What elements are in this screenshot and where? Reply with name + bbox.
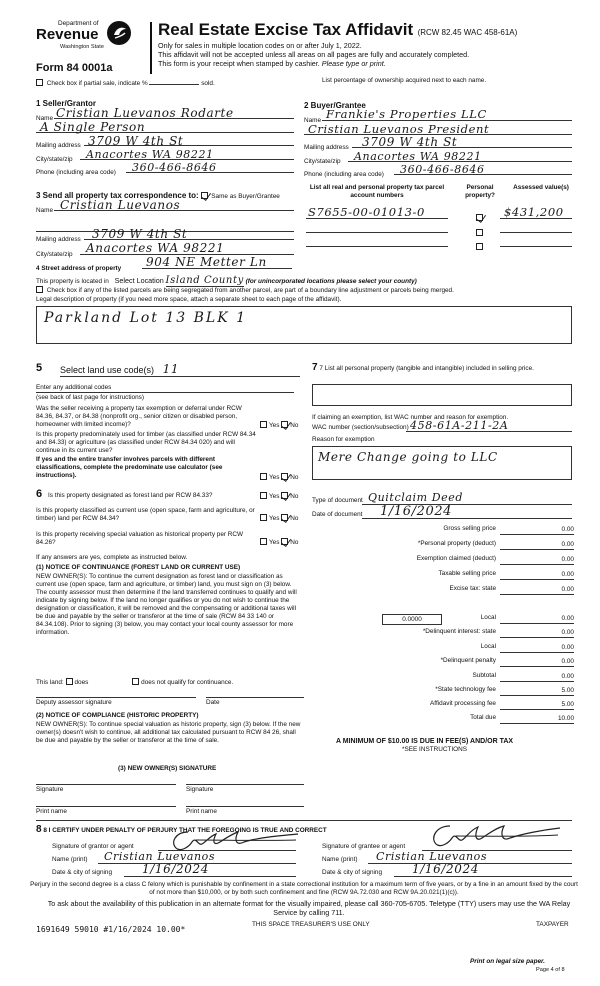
buyer-title: 2 Buyer/Grantee (304, 101, 366, 110)
delinq-state-value[interactable]: 0.00 (500, 628, 574, 638)
deputy-date-label: Date (206, 699, 220, 706)
seller-mail[interactable]: 3709 W 4th St (88, 134, 184, 148)
buyer-mail-label: Mailing address (304, 144, 349, 151)
sec6-q3-yes-label: Yes (269, 539, 280, 546)
local-label: Local (480, 614, 496, 621)
sec6-q1-answer (260, 492, 298, 501)
exemption-label: Exemption claimed (deduct) (416, 555, 496, 562)
land-use-label: Select land use code(s) (60, 365, 155, 375)
buyer-mail[interactable]: 3709 W 4th St (362, 135, 458, 149)
location-select-label[interactable]: Select Location (114, 276, 164, 285)
total-row-local2 (372, 643, 574, 653)
sec6-q3-yes-checkbox[interactable] (260, 538, 267, 545)
sec5-q2-no-label: No (290, 474, 299, 481)
taxable-value[interactable]: 0.00 (500, 570, 574, 580)
sec6-q1-no-checkbox[interactable] (281, 492, 288, 499)
local2-label: Local (480, 643, 496, 650)
if-any-yes: If any answers are yes, complete as instructed below. (36, 554, 188, 561)
segregation-row (36, 286, 454, 295)
subtotal-label: Subtotal (472, 672, 496, 679)
notice-3 (158, 59, 386, 68)
personal-label: *Personal property (deduct) (417, 540, 496, 547)
treasurer-label: THIS SPACE TREASURER'S USE ONLY (252, 921, 370, 928)
sec6-q1-no-label: No (290, 493, 299, 500)
segregation-checkbox[interactable] (36, 286, 43, 293)
sec5-q1: Was the seller receiving a property tax exemption or deferral under RCW 84.36, 84.37, or 84.38 (nonprofit org., senior citizen or disabled person, homeowner with limited income)? (36, 405, 242, 428)
sec6-q3-no-label: No (290, 539, 299, 546)
buyer-name2[interactable]: Cristian Luevanos President (308, 122, 490, 136)
partial-pct-field[interactable] (149, 79, 199, 85)
grantee-date-label: Date & city of signing (322, 869, 383, 876)
corr-mail[interactable]: 3709 W 4th St (92, 227, 188, 241)
sec6-q2-no-label: No (290, 515, 299, 522)
processing-label: Affidavit processing fee (430, 700, 496, 707)
total-row-subtotal (372, 672, 574, 682)
same-as-buyer-label: Same as Buyer/Grantee (211, 193, 280, 200)
sec6-q2: Is this property classified as current use (open space, farm and agriculture, or timber) land per RCW 84.34? (36, 507, 255, 522)
penalty-label: *Delinquent penalty (440, 657, 496, 664)
seller-city[interactable]: Anacortes WA 98221 (86, 148, 214, 161)
dor-logo (36, 20, 146, 54)
notice-3b: Please type or print. (321, 59, 386, 68)
location-note: (for unincorporated locations please select your county) (245, 278, 417, 285)
owner-signature-label-1: Signature (36, 786, 64, 793)
certify-title: 8 8 I CERTIFY UNDER PENALTY OF PERJURY THAT THE FOREGOING IS TRUE AND CORRECT (36, 824, 327, 835)
total-row-personal (372, 540, 574, 550)
sec5-number: 5 (36, 362, 43, 374)
print-legal-note (470, 958, 545, 966)
seller-mail-label: Mailing address (36, 142, 81, 149)
sec6-q1-yes-label: Yes (269, 493, 280, 500)
total-row-tech (372, 686, 574, 696)
legal-description[interactable]: Parkland Lot 13 BLK 1 (44, 310, 248, 326)
perjury-notice (30, 881, 578, 897)
sec5-q1-no-label: No (290, 422, 299, 429)
local2-value[interactable]: 0.00 (500, 643, 574, 653)
same-as-buyer-checkbox[interactable] (201, 192, 208, 199)
subtotal-value[interactable]: 0.00 (500, 672, 574, 682)
notice1-title: (1) NOTICE OF CONTINUANCE (FOREST LAND OR CURRENT USE) (36, 564, 241, 571)
street-label: 4 Street address of property (36, 265, 122, 272)
seller-phone-label: Phone (including area code) (36, 169, 116, 176)
sec7-title: 7 7 List all personal property (tangible and intangible) included in selling price. (312, 362, 534, 373)
sec6-q1: Is this property designated as forest land per RCW 84.33? (48, 492, 213, 499)
reason-text[interactable]: Mere Change going to LLC (318, 450, 498, 464)
sec5-q2-answer (260, 473, 298, 482)
sec5-q2-yes-label: Yes (269, 474, 280, 481)
notice2-title: (2) NOTICE OF COMPLIANCE (HISTORIC PROPERTY) (36, 712, 199, 719)
seller-title: 1 Seller/Grantor (36, 99, 97, 108)
form-number: Form 84 0001a (36, 62, 113, 74)
partial-sale-checkbox[interactable] (36, 79, 43, 86)
grantee-signature[interactable] (426, 822, 566, 852)
sec6-q2-no-checkbox[interactable] (281, 514, 288, 521)
sec5-q1-answer (260, 421, 298, 430)
buyer-phone[interactable]: 360-466-8646 (400, 163, 485, 176)
grantor-date-label: Date & city of signing (52, 869, 113, 876)
seller-name2[interactable]: A Single Person (40, 120, 146, 134)
doctype-value[interactable]: Quitclaim Deed (368, 491, 464, 504)
personal-property-checkbox-3[interactable] (476, 243, 483, 250)
grantor-name-label: Name (print) (52, 856, 88, 863)
header-divider (150, 22, 152, 74)
buyer-name[interactable]: Frankie's Properties LLC (326, 107, 487, 121)
delinq-state-label: *Delinquent interest: state (422, 628, 496, 635)
personal-property-checkbox-1[interactable] (476, 214, 483, 221)
total-value[interactable]: 10.00 (500, 714, 574, 724)
sec6-q1-yes-checkbox[interactable] (260, 492, 267, 499)
personal-property-checkbox-2[interactable] (476, 229, 483, 236)
additional-codes-label: Enter any additional codes (36, 384, 112, 391)
corr-city[interactable]: Anacortes WA 98221 (86, 241, 225, 255)
notice-3a: This form is your receipt when stamped by cashier. (158, 59, 320, 68)
sec6-q2-yes-label: Yes (269, 515, 280, 522)
grantee-sig-label: Signature of grantee or agent (322, 843, 406, 850)
excise-value[interactable]: 0.00 (500, 585, 574, 595)
notice-1: Only for sales in multiple location codes on or after July 1, 2022. (158, 41, 362, 50)
location-label: This property is located in (36, 278, 109, 285)
excise-label: Excise tax: state (449, 585, 496, 592)
parcel-header-1: List all real and personal property tax parcel account numbers (309, 184, 445, 199)
total-row-penalty (372, 657, 574, 667)
docdate-value[interactable]: 1/16/2024 (380, 504, 453, 519)
perjury-text: Perjury in the second degree is a class C felony which is punishable by confinement in a state correctional institution for a maximum term of five years, or by a fine in an amount fixed by the court of not more than $10,000, or by both such confinement and fine (RCW 9A.72.030 and RCW 9A.20.021(1)(c)). (30, 881, 578, 896)
does-not-label: does not qualify for continuance. (141, 679, 234, 686)
corr-name-label: Name (36, 207, 54, 214)
notice3-title: (3) NEW OWNER(S) SIGNATURE (118, 765, 217, 772)
sec5-q2b: If yes and the entire transfer involves parcels with different classifications, complete the predominate use calculator (see instructions). (36, 456, 223, 479)
sec5-q1-yes-label: Yes (269, 422, 280, 429)
gross-value[interactable]: 0.00 (500, 525, 574, 535)
reason-label: Reason for exemption (312, 436, 375, 443)
sec5-q2-yes-checkbox[interactable] (260, 473, 267, 480)
partial-sale-label: Check box if partial sale, indicate % (46, 80, 148, 87)
buyer-name-label: Name (304, 117, 322, 124)
buyer-city[interactable]: Anacortes WA 98221 (354, 150, 482, 163)
total-row-exemption (372, 555, 574, 565)
this-land-row (36, 678, 233, 687)
sec5-q2: Is this property predominately used for timber (as classified under RCW 84.34 and 84.33) or agriculture (as classified under RCW 84.34 020) and will continue in its current use? (36, 431, 256, 454)
total-row-gross (372, 525, 574, 535)
see-instructions: *SEE INSTRUCTIONS (402, 746, 467, 753)
dept-line1: Department of (58, 20, 99, 27)
land-use-select[interactable] (60, 362, 300, 377)
total-row-total (372, 714, 574, 724)
total-row-processing (372, 700, 574, 710)
this-land-label: This land: (36, 679, 64, 686)
alt-format-notice: To ask about the availability of this publication in an alternate format for the visually impaired, please call 360-705-6705. Teletype (TTY) users may use the WA Relay Service by calling 711. (47, 899, 571, 917)
cashier-stamp: 1691649 59010 #1/16/2024 10.00* (36, 925, 186, 934)
sec6-q2-answer (260, 514, 298, 523)
street-address[interactable]: 904 NE Metter Ln (146, 255, 267, 269)
penalty-value[interactable]: 0.00 (500, 657, 574, 667)
rcw-ref: (RCW 82.45 WAC 458-61A) (417, 28, 518, 37)
segregation-label: Check box if any of the listed parcels are being segregated from another parcel, are part of a boundary line adjustment or parcels being merged. (46, 287, 454, 294)
owner-print-label-1: Print name (36, 808, 67, 815)
personal-property-box[interactable] (312, 384, 572, 406)
wac-label: WAC number (section/subsection) (312, 424, 409, 431)
local-value[interactable]: 0.00 (500, 614, 574, 624)
sec5-q2-no-checkbox[interactable] (281, 473, 288, 480)
sec5-q1-no-checkbox[interactable] (281, 421, 288, 428)
partial-sale-row (36, 79, 215, 88)
grantor-date[interactable]: 1/16/2024 (142, 862, 209, 876)
owner-print-label-2: Print name (186, 808, 217, 815)
page-number: Page 4 of 8 (536, 967, 565, 973)
notice2-text: NEW OWNER(S): To continue special valuation as historic property, sign (3) below. If the new owner(s) doesn't wish to continue, all additional tax calculated pursuant to RCW 84 26, shall be due and payable by the seller or transferor at the time of sale. (36, 721, 301, 744)
wa-logo-icon (106, 20, 132, 46)
parcel-header-3: Assessed value(s) (513, 184, 569, 191)
total-row-taxable (372, 570, 574, 580)
seller-city-label: City/state/zip (36, 156, 73, 163)
seller-phone[interactable]: 360-466-8646 (132, 161, 217, 174)
grantee-name[interactable]: Cristian Luevanos (376, 850, 488, 863)
print-legal-text: Print on legal size paper. (470, 958, 545, 965)
certify-text: 8 I CERTIFY UNDER PENALTY OF PERJURY THAT THE FOREGOING IS TRUE AND CORRECT (43, 827, 327, 834)
sec5-q1-yes-checkbox[interactable] (260, 421, 267, 428)
local-rate: 0.0000 (402, 616, 422, 623)
personal-value[interactable]: 0.00 (500, 540, 574, 550)
notice-2: This affidavit will not be accepted unless all areas on all pages are fully and accurately completed. (158, 50, 470, 59)
seller-name-label: Name (36, 115, 54, 122)
total-row-excise (372, 585, 574, 595)
sec6-number: 6 (36, 488, 43, 500)
form-title: Real Estate Excise Tax Affidavit (158, 20, 414, 39)
total-row-delinq-state (372, 628, 574, 638)
does-label: does (74, 679, 89, 686)
sec6-q2-yes-checkbox[interactable] (260, 514, 267, 521)
minimum-note: A MINIMUM OF $10.00 IS DUE IN FEE(S) AND/OR TAX (336, 738, 514, 745)
total-label: Total due (470, 714, 496, 721)
taxable-label: Taxable selling price (438, 570, 496, 577)
corr-city-label: City/state/zip (36, 251, 73, 258)
sec6-q3-no-checkbox[interactable] (281, 538, 288, 545)
grantee-name-label: Name (print) (322, 856, 358, 863)
state-label: Washington State (60, 44, 104, 50)
docdate-label: Date of document (312, 511, 363, 518)
buyer-phone-label: Phone (including area code) (304, 171, 384, 178)
does-qualify-checkbox[interactable] (66, 678, 73, 685)
location-value[interactable]: Island County (165, 275, 244, 286)
corr-name[interactable]: Cristian Luevanos (60, 198, 181, 212)
assessed-value[interactable]: $431,200 (504, 205, 564, 219)
location-row (36, 276, 417, 286)
corr-title: 3 Send all property tax correspondence to: (36, 191, 199, 200)
dept-line2: Revenue (36, 26, 99, 43)
tech-label: *State technology fee (435, 686, 496, 693)
sec6-q3: Is this property receiving special valuation as historical property per RCW 84.26? (36, 531, 244, 546)
parcel-header-2: Personal property? (465, 184, 495, 199)
exemption-note: If claiming an exemption, list WAC number and reason for exemption. (312, 414, 509, 421)
grantor-sig-label: Signature of grantor or agent (52, 843, 134, 850)
buyer-city-label: City/state/zip (304, 158, 341, 165)
seller-name[interactable]: Cristian Luevanos Rodarte (56, 106, 234, 120)
gross-label: Gross selling price (443, 525, 496, 532)
grantee-date[interactable]: 1/16/2024 (412, 862, 479, 876)
partial-sold-label: sold. (201, 80, 215, 87)
see-back-label: (see back of last page for instructions) (36, 394, 144, 401)
exemption-value[interactable]: 0.00 (500, 555, 574, 565)
grantor-name[interactable]: Cristian Luevanos (104, 850, 216, 863)
parcel-number[interactable]: S7655-00-01013-0 (308, 205, 425, 219)
land-use-code[interactable]: 11 (162, 362, 180, 376)
sec6-q3-answer (260, 538, 298, 547)
tech-value[interactable]: 5.00 (500, 686, 574, 696)
deputy-signature-label: Deputy assessor signature (36, 699, 112, 706)
taxpayer-label: TAXPAYER (536, 921, 569, 928)
sec7-title-text: 7 List all personal property (tangible and intangible) included in selling price. (319, 365, 534, 372)
title-row (158, 20, 517, 40)
notice1-text: NEW OWNER(S): To continue the current designation as forest land or classification as current use (open space, farm and agriculture, or timber) land, you must sign on (3) below. The county assessor must then determine if the land transferred continues to qualify and will indicate by signing below. If the land no longer qualifies or you do not wish to continue the designation or classification, it will be removed and the compensating or additional taxes will be due and payable by the seller or transferor at the time of sale (RCW 84 33 140 or 84.34.108). Prior to signing (3) below, you may contact your local county assessor for more information. (36, 573, 297, 636)
total-row-local (372, 614, 574, 624)
wac-number[interactable]: 458-61A-211-2A (410, 419, 509, 432)
doctype-label: Type of document (312, 497, 363, 504)
corr-mail-label: Mailing address (36, 236, 81, 243)
processing-value[interactable]: 5.00 (500, 700, 574, 710)
does-not-qualify-checkbox[interactable] (132, 678, 139, 685)
owner-signature-label-2: Signature (186, 786, 214, 793)
legal-label: Legal description of property (if you need more space, attach a separate sheet to each page of the affidavit). (36, 296, 342, 303)
pct-note: List percentage of ownership acquired next to each name. (322, 77, 487, 84)
